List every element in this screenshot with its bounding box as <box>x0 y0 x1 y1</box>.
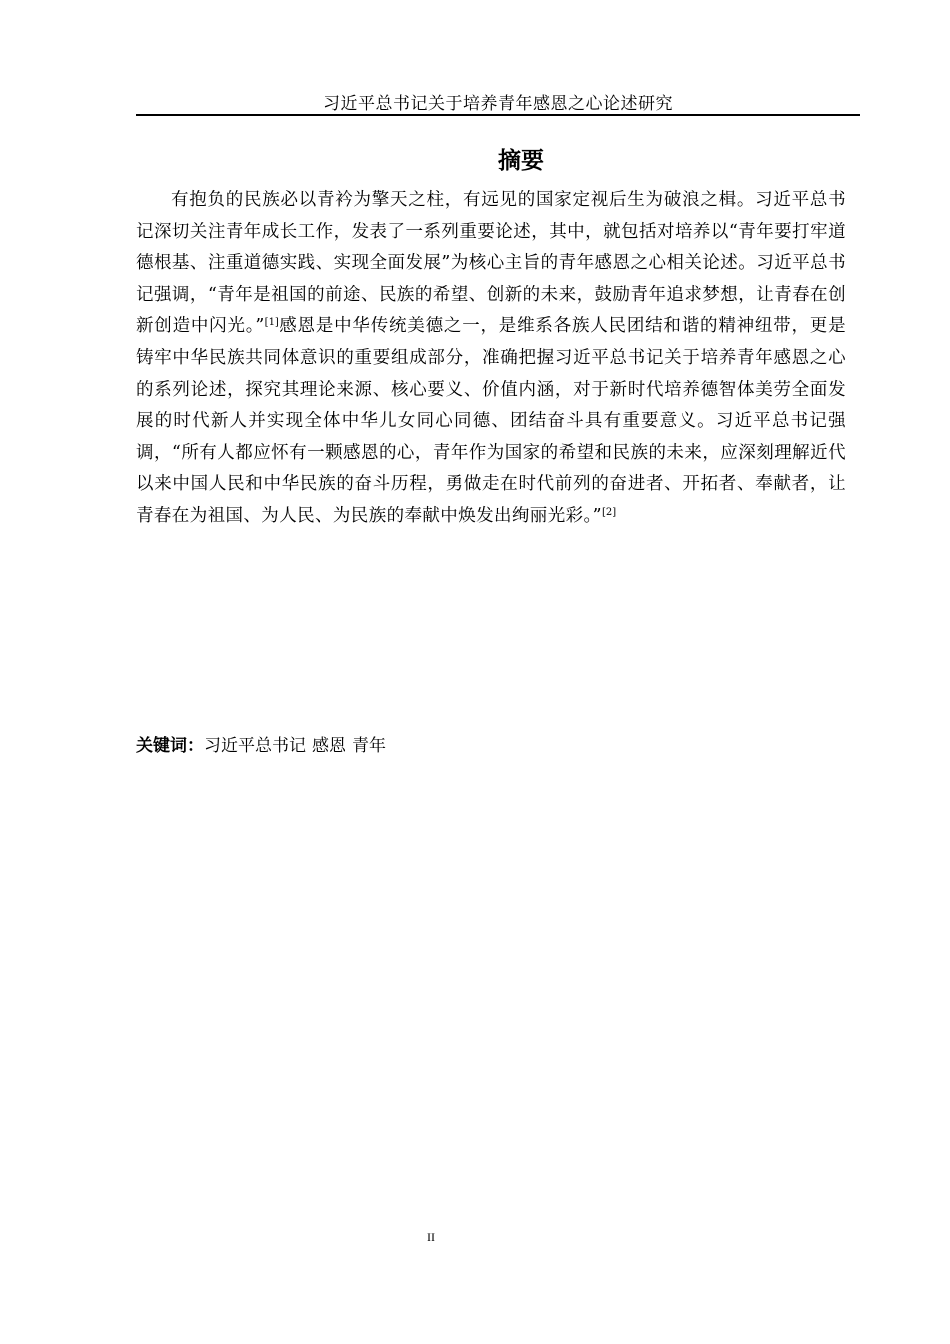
abstract-text-part-1: 有抱负的民族必以青衿为擎天之柱，有远见的国家定视后生为破浪之楫。习近平总书记深切关注青年成长工作，发表了一系列重要论述，其中，就包括对培养以“青年要打牢道德根基、注重道德实践、实现全面发展”为核心主旨的青年感恩之心相关论述。习近平总书记强调，“青年是祖国的前途、民族的希望、创新的未来，鼓励青年追求梦想，让青春在创新创造中闪光。” <box>136 190 846 337</box>
abstract-title: 摘要 <box>498 148 544 174</box>
keyword-item: 习近平总书记 <box>204 736 306 756</box>
keywords-line <box>136 734 392 758</box>
citation-marker-2: [2] <box>602 506 617 518</box>
keywords-label: 关键词： <box>136 736 204 756</box>
keyword-item: 青年 <box>352 736 386 756</box>
keyword-item: 感恩 <box>312 736 346 756</box>
header-divider <box>136 114 860 116</box>
page-number: II <box>427 1230 435 1244</box>
abstract-paragraph <box>136 185 846 533</box>
abstract-text-part-2: 感恩是中华传统美德之一，是维系各族人民团结和谐的精神纽带，更是铸牢中华民族共同体意识的重要组成部分，准确把握习近平总书记关于培养青年感恩之心的系列论述，探究其理论来源、核心要义、价值内涵，对于新时代培养德智体美劳全面发展的时代新人并实现全体中华儿女同心同德、团结奋斗具有重要意义。习近平总书记强调，“所有人都应怀有一颗感恩的心，青年作为国家的希望和民族的未来，应深刻理解近代以来中国人民和中华民族的奋斗历程，勇做走在时代前列的奋进者、开拓者、奉献者，让青春在为祖国、为人民、为民族的奉献中焕发出绚丽光彩。” <box>136 316 846 526</box>
citation-marker-1: [1] <box>264 317 279 329</box>
running-header-title: 习近平总书记关于培养青年感恩之心论述研究 <box>323 94 673 114</box>
